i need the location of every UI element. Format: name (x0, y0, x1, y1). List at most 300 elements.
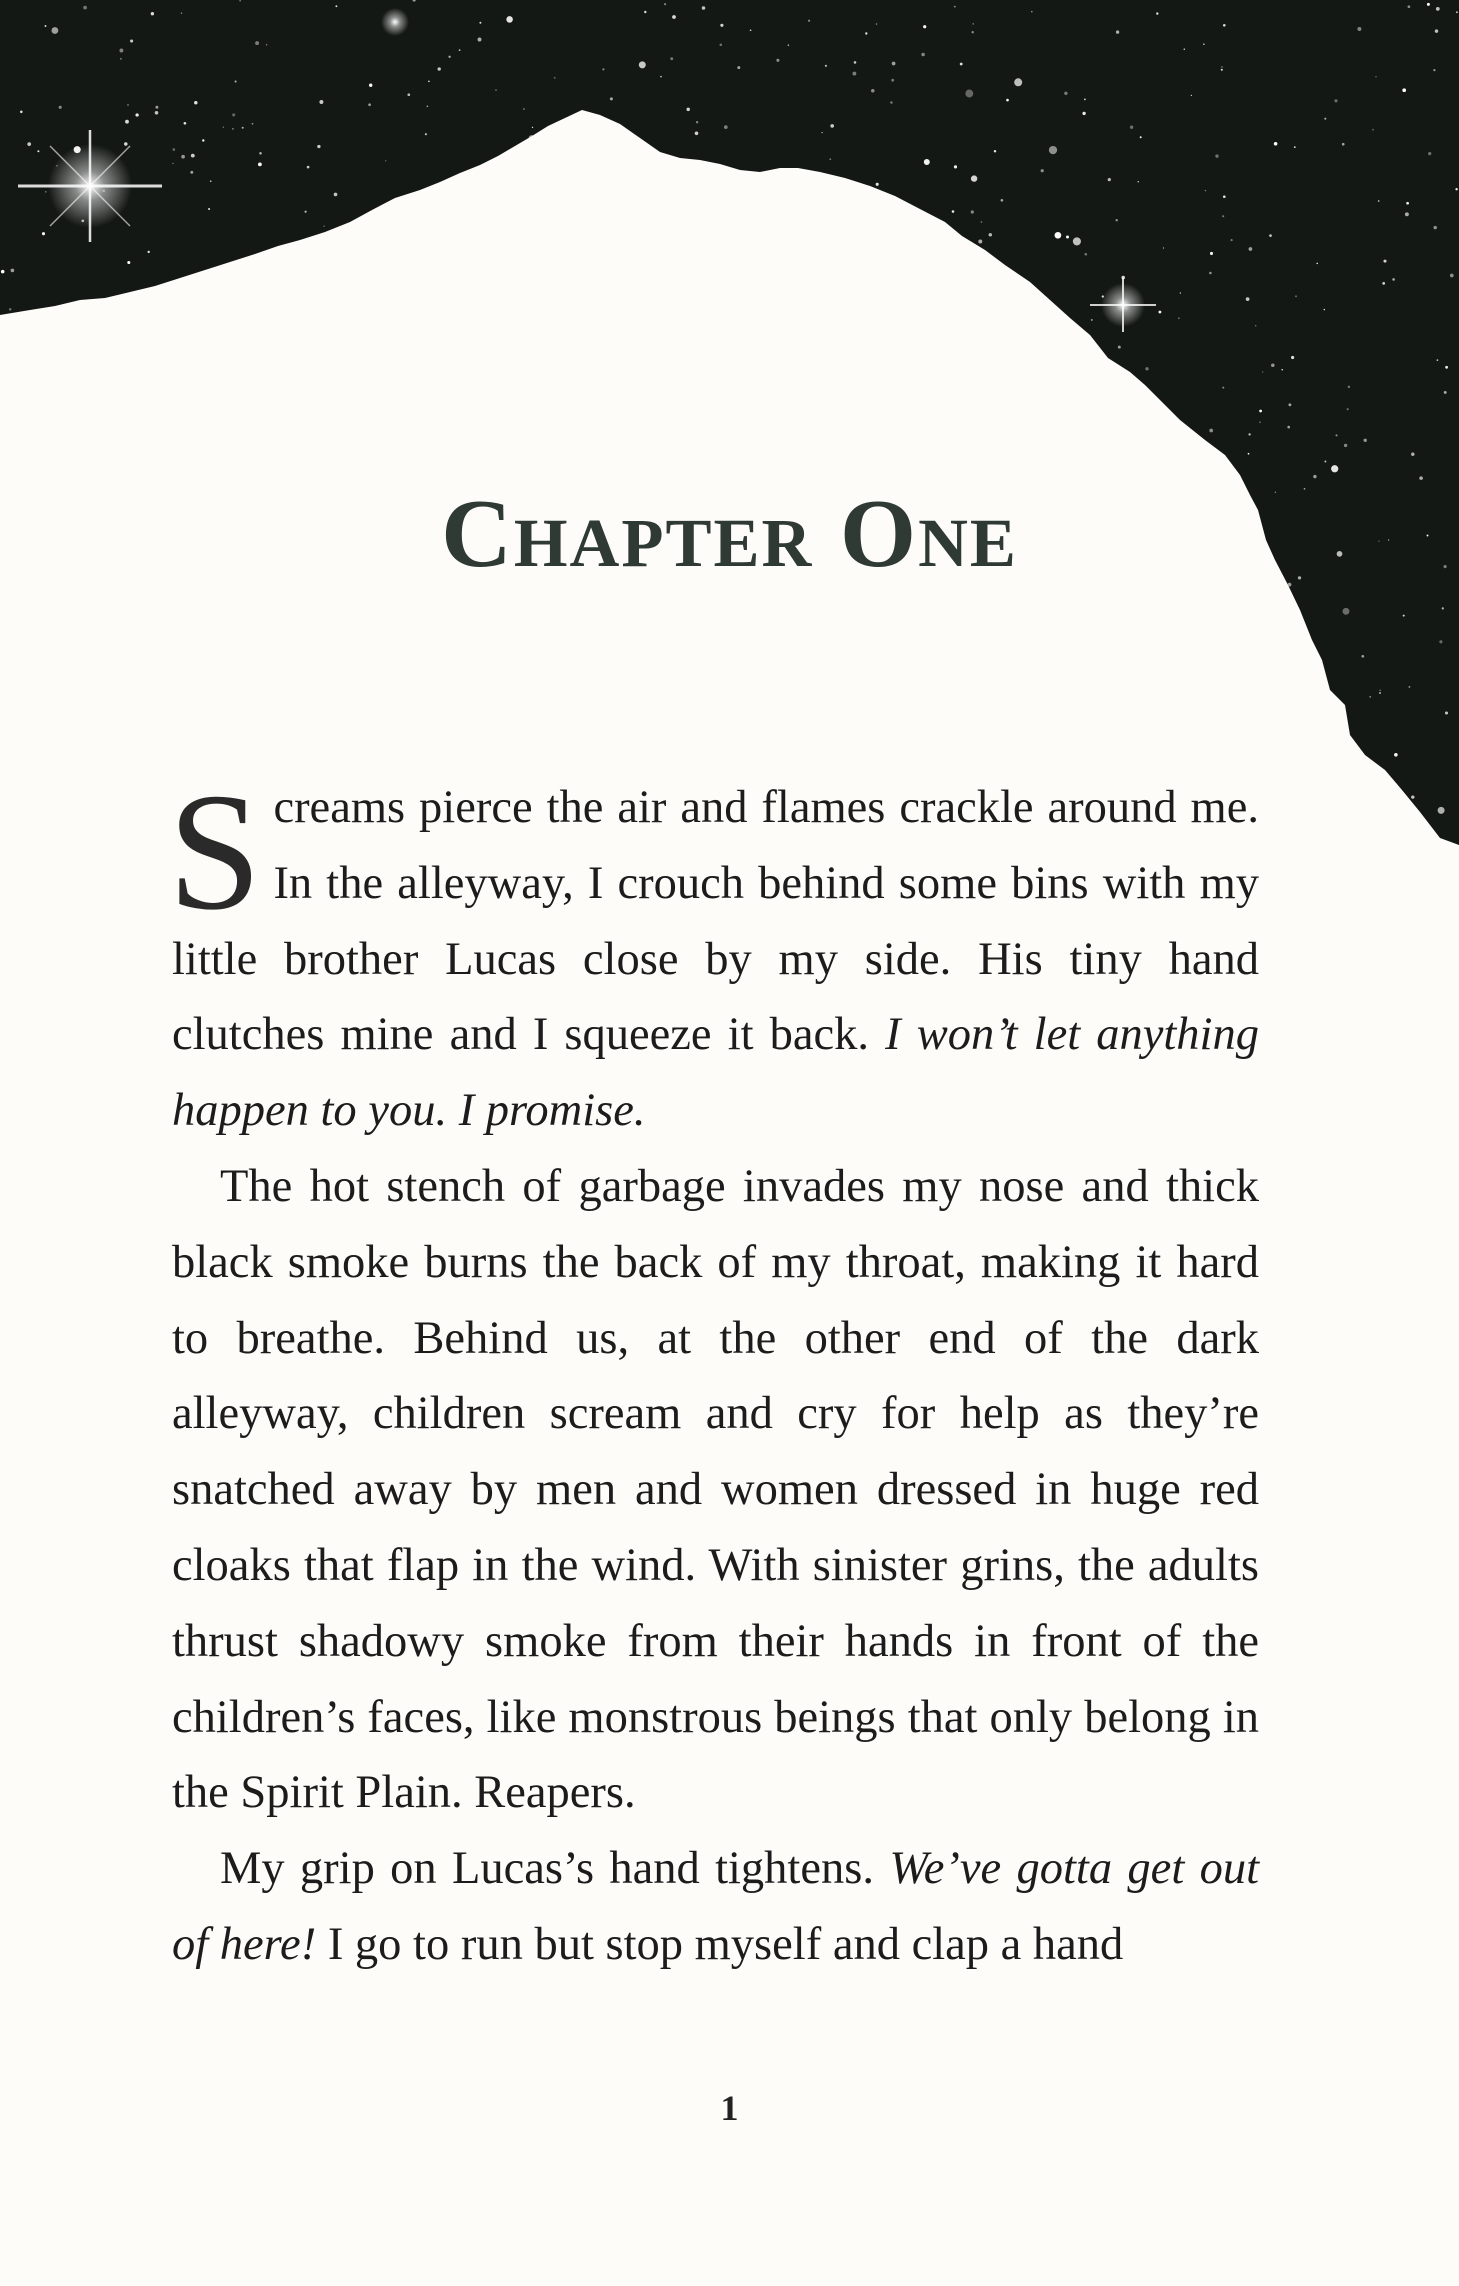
star (529, 135, 536, 142)
star (967, 466, 968, 467)
star (16, 700, 18, 702)
star (174, 623, 178, 627)
star (469, 734, 471, 736)
star (973, 23, 974, 24)
star (663, 371, 665, 373)
star (914, 210, 915, 211)
star (1131, 458, 1133, 460)
star (638, 457, 641, 460)
star (280, 470, 283, 473)
star (871, 89, 875, 93)
star (564, 213, 568, 217)
star (468, 396, 470, 398)
star (1239, 763, 1242, 766)
star (1403, 615, 1405, 617)
star (876, 183, 879, 186)
star (570, 299, 572, 301)
star (875, 377, 878, 380)
star (9, 651, 11, 653)
star (660, 76, 662, 78)
star (1210, 252, 1213, 255)
star (181, 12, 182, 13)
star (890, 447, 893, 450)
star (932, 230, 933, 231)
star (37, 150, 39, 152)
star (1324, 309, 1325, 310)
star (550, 614, 556, 620)
star (1294, 146, 1296, 148)
star (182, 681, 184, 683)
star (589, 142, 591, 144)
star (213, 645, 214, 646)
star (222, 646, 224, 648)
star (459, 49, 461, 51)
star (1433, 69, 1435, 71)
star (483, 469, 486, 472)
star (924, 159, 930, 165)
star (266, 732, 268, 734)
star (258, 346, 260, 348)
star (960, 63, 963, 66)
star (1321, 687, 1324, 690)
star (1091, 319, 1093, 321)
star (327, 670, 329, 672)
star (971, 210, 974, 213)
star (590, 460, 592, 462)
star (1379, 692, 1381, 694)
star (882, 763, 884, 765)
star (849, 328, 851, 330)
star (856, 707, 860, 711)
star (594, 375, 598, 379)
star (135, 113, 138, 116)
star (687, 460, 688, 461)
star (1378, 200, 1380, 202)
star (903, 733, 905, 735)
star (210, 180, 212, 182)
star (1221, 69, 1223, 71)
star (972, 31, 974, 33)
star (570, 644, 573, 647)
star (1050, 354, 1052, 356)
star (1163, 247, 1164, 248)
star (711, 351, 715, 355)
star (639, 61, 646, 68)
star (867, 333, 870, 336)
star (1138, 181, 1139, 182)
star (782, 470, 785, 473)
star (506, 16, 513, 23)
star (985, 660, 987, 662)
star (298, 659, 301, 662)
star (128, 425, 130, 427)
star (125, 120, 129, 124)
star (1158, 311, 1161, 314)
star (1083, 452, 1086, 455)
star (1331, 465, 1338, 472)
star (432, 339, 435, 342)
star (1066, 236, 1069, 239)
paragraph-3-text-after: I go to run but stop myself and clap a hand (316, 1918, 1124, 1970)
star (540, 322, 541, 323)
star (235, 80, 237, 82)
star (1, 270, 5, 274)
star (1209, 272, 1212, 275)
star (1372, 129, 1374, 131)
star (556, 378, 559, 381)
star (814, 593, 817, 596)
star (890, 290, 892, 292)
star (664, 3, 666, 5)
star (724, 125, 728, 129)
star (462, 339, 463, 340)
star (354, 337, 358, 341)
star (1006, 99, 1009, 102)
star (184, 122, 187, 125)
star (216, 409, 219, 412)
star (1223, 698, 1227, 702)
star (984, 308, 988, 312)
star (1145, 367, 1148, 370)
bright-star-flare-top (381, 8, 409, 36)
star (191, 154, 195, 158)
star (1116, 30, 1119, 33)
star (610, 266, 613, 269)
star (68, 619, 71, 622)
star (1033, 672, 1034, 673)
star (605, 709, 608, 712)
star (1236, 644, 1240, 648)
star (739, 712, 743, 716)
star (371, 413, 373, 415)
star (1392, 278, 1395, 281)
star (1209, 429, 1213, 433)
star (1394, 753, 1398, 757)
star (26, 853, 29, 856)
star (588, 679, 589, 680)
star (1073, 237, 1081, 245)
paragraph-3 (172, 1831, 1259, 1983)
star (637, 151, 638, 152)
star (95, 849, 97, 851)
star (1343, 824, 1345, 826)
star (1262, 371, 1263, 372)
star (1041, 169, 1044, 172)
star (891, 79, 894, 82)
star (890, 101, 893, 104)
star (216, 754, 219, 757)
star (359, 447, 362, 450)
star (860, 296, 861, 297)
star (1231, 239, 1233, 241)
star (258, 162, 262, 166)
star (551, 127, 553, 129)
star (173, 148, 176, 151)
star (691, 387, 693, 389)
star (1259, 421, 1260, 422)
star (508, 195, 511, 198)
star (274, 759, 276, 761)
star (1275, 646, 1277, 648)
star (825, 65, 827, 67)
star (686, 108, 689, 111)
star (194, 621, 198, 625)
star (185, 626, 186, 627)
star (518, 345, 522, 349)
star (1438, 807, 1445, 814)
paragraph-1-text: creams pierce the air and flames crackle around me. In the alleyway, I crouch behind some bins with my little brother Lucas close by my side. His tiny hand clutches mine and I squeeze it back. (172, 782, 1259, 1061)
star (1014, 78, 1022, 86)
star (334, 193, 338, 197)
star (1249, 247, 1253, 251)
star (1379, 690, 1380, 691)
star (445, 611, 449, 615)
star (879, 470, 881, 472)
star (87, 636, 90, 639)
star (737, 66, 740, 69)
star (750, 29, 752, 31)
star (835, 730, 838, 733)
star (79, 421, 82, 424)
star (720, 24, 723, 27)
star (657, 634, 661, 638)
star (1335, 434, 1337, 436)
star (224, 607, 227, 610)
star (151, 12, 154, 15)
star (483, 312, 485, 314)
star (301, 623, 302, 624)
star (1005, 603, 1010, 608)
star (130, 39, 133, 42)
star (1222, 215, 1224, 217)
star (1347, 408, 1349, 410)
star (769, 361, 773, 365)
star (709, 393, 712, 396)
star (1223, 24, 1226, 27)
star (1344, 444, 1347, 447)
star (1116, 219, 1118, 221)
star (1122, 625, 1123, 626)
star (950, 595, 952, 597)
star (1411, 452, 1414, 455)
star (385, 160, 386, 161)
star (830, 124, 834, 128)
star (1117, 694, 1120, 697)
star (41, 426, 44, 429)
star (365, 670, 368, 673)
star (588, 162, 589, 163)
star (691, 216, 693, 218)
star (369, 84, 372, 87)
star (167, 420, 170, 423)
star (1364, 439, 1367, 442)
star (434, 311, 437, 314)
star (1288, 403, 1291, 406)
star (797, 670, 805, 678)
star (1427, 3, 1430, 6)
star (1435, 29, 1438, 32)
star (355, 691, 357, 693)
star (779, 183, 782, 186)
star (494, 614, 497, 617)
star (1309, 731, 1310, 732)
star (135, 630, 138, 633)
star (1022, 671, 1026, 675)
star (1171, 428, 1174, 431)
star (133, 335, 136, 338)
paragraph-1 (168, 759, 1259, 1149)
star (339, 470, 341, 472)
star (387, 287, 389, 289)
star (1408, 5, 1411, 8)
star (578, 166, 579, 167)
star (448, 56, 450, 58)
star (319, 100, 323, 104)
star (451, 348, 453, 350)
star (513, 274, 517, 278)
star (1442, 607, 1444, 609)
star (155, 111, 159, 115)
star (1019, 373, 1022, 376)
star (405, 295, 408, 298)
chapter-title: Chapter One (441, 480, 1018, 588)
star (671, 743, 674, 746)
star (420, 733, 423, 736)
star (1064, 92, 1067, 95)
star (601, 267, 603, 269)
star (300, 271, 303, 274)
star (1450, 274, 1454, 278)
star (695, 132, 699, 136)
star (1045, 611, 1048, 614)
star (1108, 178, 1111, 181)
star (150, 389, 151, 390)
star (1168, 667, 1170, 669)
star (468, 239, 469, 240)
star (709, 221, 712, 224)
star (610, 97, 613, 100)
star (1246, 297, 1250, 301)
star (436, 441, 440, 445)
sky-silhouette (0, 0, 1459, 845)
star (1271, 364, 1275, 368)
star (367, 297, 369, 299)
star (1222, 720, 1226, 724)
star (576, 713, 578, 715)
star (194, 101, 197, 104)
star (1281, 369, 1282, 370)
star (155, 106, 158, 109)
star (340, 271, 341, 272)
star (981, 221, 983, 223)
paragraph-3-italic: We’ve gotta get out of here! (172, 1843, 1259, 1970)
star (438, 420, 439, 421)
star (1083, 638, 1085, 640)
paragraph-1-italic: I won’t let anything happen to you. I promise. (172, 1009, 1259, 1137)
star (443, 658, 447, 662)
star (930, 591, 933, 594)
star (36, 344, 38, 346)
star (759, 190, 763, 194)
star (523, 108, 525, 110)
star (554, 77, 556, 79)
star (119, 49, 123, 53)
star (684, 672, 687, 675)
star (1428, 152, 1431, 155)
star (808, 711, 811, 714)
star (654, 341, 658, 345)
star (776, 59, 779, 62)
star (1140, 136, 1142, 138)
star (1274, 142, 1278, 146)
star (1178, 317, 1179, 318)
star (127, 104, 129, 106)
star (1069, 371, 1071, 373)
star (1382, 282, 1385, 285)
star (1369, 696, 1371, 698)
star (368, 103, 371, 106)
star (1324, 118, 1326, 120)
star (1014, 299, 1017, 302)
star (143, 669, 145, 671)
star (252, 123, 254, 125)
star (1294, 651, 1297, 654)
star (1034, 304, 1035, 305)
star (445, 640, 446, 641)
star (1408, 686, 1410, 688)
star (232, 113, 235, 116)
star (9, 308, 11, 310)
star (130, 394, 131, 395)
star (827, 194, 830, 197)
star (1003, 683, 1005, 685)
star (1227, 655, 1229, 657)
star (542, 454, 545, 457)
star (511, 299, 515, 303)
star (1001, 199, 1004, 202)
star (808, 20, 810, 22)
star (986, 467, 988, 469)
star (673, 708, 674, 709)
star (122, 358, 125, 361)
star (1361, 655, 1364, 658)
star (965, 90, 973, 98)
star (152, 347, 154, 349)
star (971, 175, 977, 181)
star (994, 150, 996, 152)
star (257, 711, 259, 713)
star (1205, 190, 1206, 191)
star (1032, 662, 1035, 665)
star (1271, 707, 1274, 710)
star (1334, 99, 1337, 102)
star (1151, 607, 1154, 610)
star (788, 44, 790, 46)
star (410, 749, 412, 751)
star (521, 655, 524, 658)
star (438, 67, 441, 70)
star (1324, 461, 1326, 463)
star (328, 638, 332, 642)
star (124, 142, 127, 145)
star (495, 89, 497, 91)
star (992, 692, 995, 695)
star (1084, 253, 1087, 256)
star (992, 697, 995, 700)
star (975, 304, 978, 307)
star (20, 110, 23, 113)
star (1191, 95, 1192, 96)
